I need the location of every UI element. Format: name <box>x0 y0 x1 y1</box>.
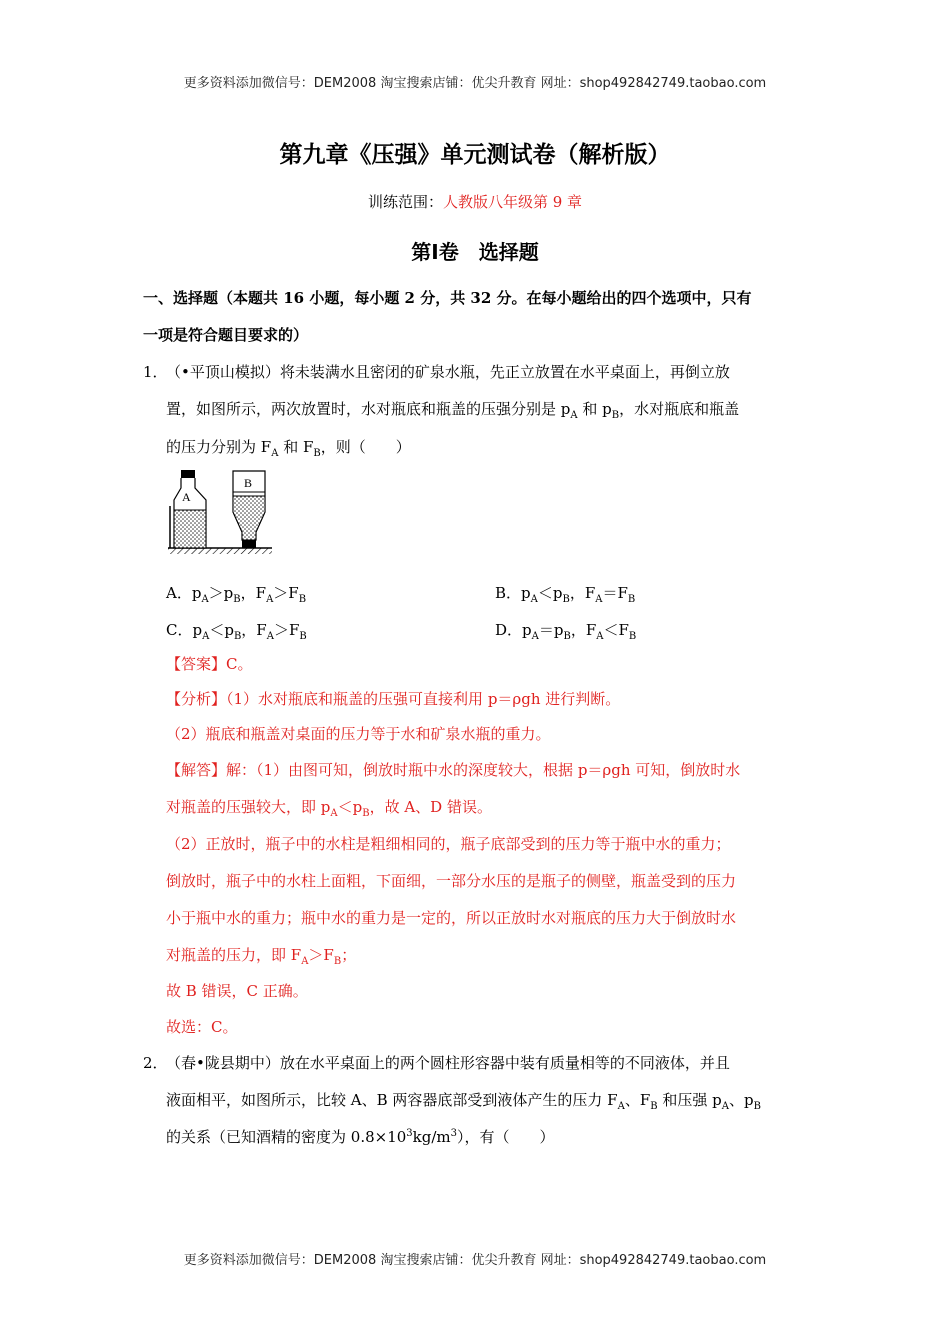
section-line-2: 一项是符合题目要求的） <box>143 326 309 344</box>
volume-heading: 第Ⅰ卷 选择题 <box>411 240 539 264</box>
page-header: 更多资料添加微信号：DEM2008 淘宝搜索店铺：优尖升教育 网址：shop492842749.taobao.com <box>183 76 767 91</box>
option-c: C．$p_A<p_B$，$F_A>F_B$ <box>166 621 307 642</box>
option-b: B．$p_A<p_B$，$F_A=F_B$ <box>495 584 636 605</box>
question-2-line-3: 的关系（已知酒精的密度为 $0.8\times 10^3kg/m^3$），有（ ） <box>166 1128 555 1146</box>
answer-1: 【答案】C。 <box>166 655 253 673</box>
solution-1-line-1: 【解答】解：（1）由图可知，倒放时瓶中水的深度较大，根据 p＝ρgh 可知，倒放时水 <box>166 761 741 779</box>
solution-1-line-7: 故 B 错误，C 正确。 <box>166 982 308 1000</box>
option-d: D．$p_A=p_B$，$F_A<F_B$ <box>495 621 637 642</box>
solution-1-line-5: 小于瓶中水的重力；瓶中水的重力是一定的，所以正放时水对瓶底的压力大于倒放时水 <box>166 909 737 927</box>
section-instructions <box>143 280 808 354</box>
scope-value: 人教版八年级第 9 章 <box>442 193 583 211</box>
analysis-1-part-1: 【分析】（1）水对瓶底和瓶盖的压强可直接利用 p＝ρgh 进行判断。 <box>166 690 621 708</box>
scope-label: 训练范围： <box>367 193 443 211</box>
question-1-line-3: 的压力分别为 $F_A$ 和 $F_B$，则（ ） <box>166 438 411 459</box>
solution-1-line-2: 对瓶盖的压强较大，即 $p_A<p_B$，故 A、D 错误。 <box>166 798 492 819</box>
solution-1-line-6: 对瓶盖的压力，即 $F_A>F_B$； <box>166 946 357 967</box>
option-a: A．$p_A>p_B$，$F_A>F_B$ <box>166 584 307 605</box>
analysis-1-part-2: （2）瓶底和瓶盖对桌面的压力等于水和矿泉水瓶的重力。 <box>166 725 551 743</box>
question-2-number: 2． <box>143 1054 168 1072</box>
solution-1-line-8: 故选：C。 <box>166 1018 238 1036</box>
question-1-number: 1． <box>143 363 168 381</box>
question-1-line-1: （•平顶山模拟）将未装满水且密闭的矿泉水瓶，先正立放置在水平桌面上，再倒立放 <box>166 363 730 381</box>
page-footer: 更多资料添加微信号：DEM2008 淘宝搜索店铺：优尖升教育 网址：shop492842749.taobao.com <box>183 1253 767 1268</box>
question-2-line-2: 液面相平，如图所示，比较 A、B 两容器底部受到液体产生的压力 $F_A$、$F_B$ 和压强 $p_A$、$p_B$ <box>166 1091 761 1112</box>
question-1-line-2: 置，如图所示，两次放置时，水对瓶底和瓶盖的压强分别是 $p_A$ 和 $p_B$，水对瓶底和瓶盖 <box>166 400 740 421</box>
question-2-line-1: （春•陇县期中）放在水平桌面上的两个圆柱形容器中装有质量相等的不同液体，并且 <box>166 1054 730 1072</box>
solution-1-line-3: （2）正放时，瓶子中的水柱是粗细相同的，瓶子底部受到的压力等于瓶中水的重力； <box>166 835 731 853</box>
bottle-b <box>233 471 265 548</box>
solution-1-line-4: 倒放时，瓶子中的水柱上面粗，下面细，一部分水压的是瓶子的侧壁，瓶盖受到的压力 <box>166 872 737 890</box>
section-line-1: 一、选择题（本题共 16 小题，每小题 2 分，共 32 分。在每小题给出的四个选项中，只有 <box>143 289 752 307</box>
bottle-figure <box>166 466 276 558</box>
bottle-a-label: A <box>182 490 191 504</box>
bottle-a <box>174 470 206 548</box>
page-title: 第九章《压强》单元测试卷（解析版） <box>279 142 671 168</box>
bottle-b-label: B <box>244 476 253 490</box>
training-scope <box>0 191 950 212</box>
table-hatching <box>168 548 272 554</box>
